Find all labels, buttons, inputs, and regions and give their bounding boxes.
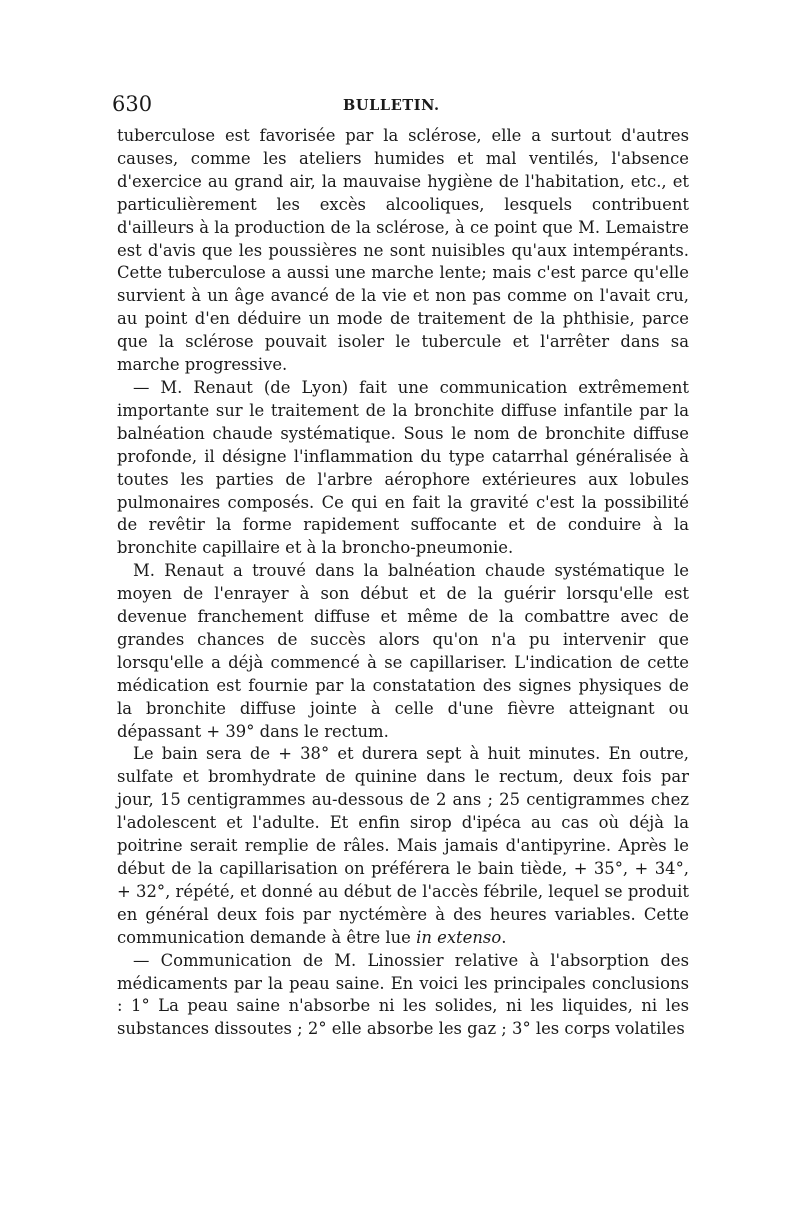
body-text (117, 125, 689, 1041)
paragraph-5: — Communication de M. Linossier relative à l'absorption des médicaments par la peau saine. En voici les principales conclusions : 1° La peau saine n'absorbe ni les solides, ni les liquides, ni les substances dissoutes ; 2° elle absorbe les gaz ; 3° les corps volatiles (117, 950, 689, 1039)
paragraph-3: M. Renaut a trouvé dans la balnéation chaude systématique le moyen de l'enrayer à son début et de la guérir lorsqu'elle est devenue franchement diffuse et même de la combattre avec de grandes chances de succès alors qu'on n'a pu intervenir que lorsqu'elle a déjà commencé à se capillariser. L'indication de cette médication est fournie par la constatation des signes physiques de la bronchite diffuse jointe à celle d'une fièvre atteignant ou dépassant + 39° dans le rectum. (117, 561, 689, 741)
paragraph-4-text: Le bain sera de + 38° et durera sept à huit minutes. En outre, sulfate et bromhydrate de quinine dans le rectum, deux fois par jour, 15 centigrammes au-dessous de 2 ans ; 25 centigrammes chez l'adolescent et l'adulte. Et enfin sirop d'ipéca au cas où déjà la poitrine serait remplie de râles. Mais jamais d'antipyrine. Après le début de la capillarisation on préférera le bain tiède, + 35°, + 34°, + 32°, répété, et donné au début de l'accès fébrile, lequel se produit en général deux fois par nyctémère à des heures variables. Cette communication demande à être lue (117, 744, 689, 947)
paragraph-4-italic: in extenso (416, 927, 502, 947)
paragraph-4 (117, 743, 689, 949)
paragraph-2: — M. Renaut (de Lyon) fait une communication extrêmement importante sur le traitement de la bronchite diffuse infantile par la balnéation chaude systématique. Sous le nom de bronchite diffuse profonde, il désigne l'inflammation du type catarrhal généralisée à toutes les parties de l'arbre aérophore extérieures aux lobules pulmonaires composés. Ce qui en fait la gravité c'est la possibilité de revêtir la forme rapidement suffocante et de conduire à la bronchite capillaire et à la broncho-pneumonie. (117, 377, 689, 558)
page-number: 630 (112, 92, 153, 116)
header-title: BULLETIN. (343, 97, 440, 114)
paragraph-4-end: . (501, 927, 507, 947)
running-header (112, 92, 692, 122)
paragraph-1: tuberculose est favorisée par la sclérose, elle a surtout d'autres causes, comme les ateliers humides et mal ventilés, l'absence d'exercice au grand air, la mauvaise hygiène de l'habitation, etc., et particulièrement les excès alcooliques, lesquels contribuent d'ailleurs à la production de la sclérose, à ce point que M. Lemaistre est d'avis que les poussières ne sont nuisibles qu'aux intempérants. Cette tuberculose a aussi une marche lente; mais c'est parce qu'elle survient à un âge avancé de la vie et non pas comme on l'avait cru, au point d'en déduire un mode de traitement de la phthisie, parce que la sclérose pouvait isoler le tubercule et l'arrêter dans sa marche progressive. (117, 126, 689, 375)
